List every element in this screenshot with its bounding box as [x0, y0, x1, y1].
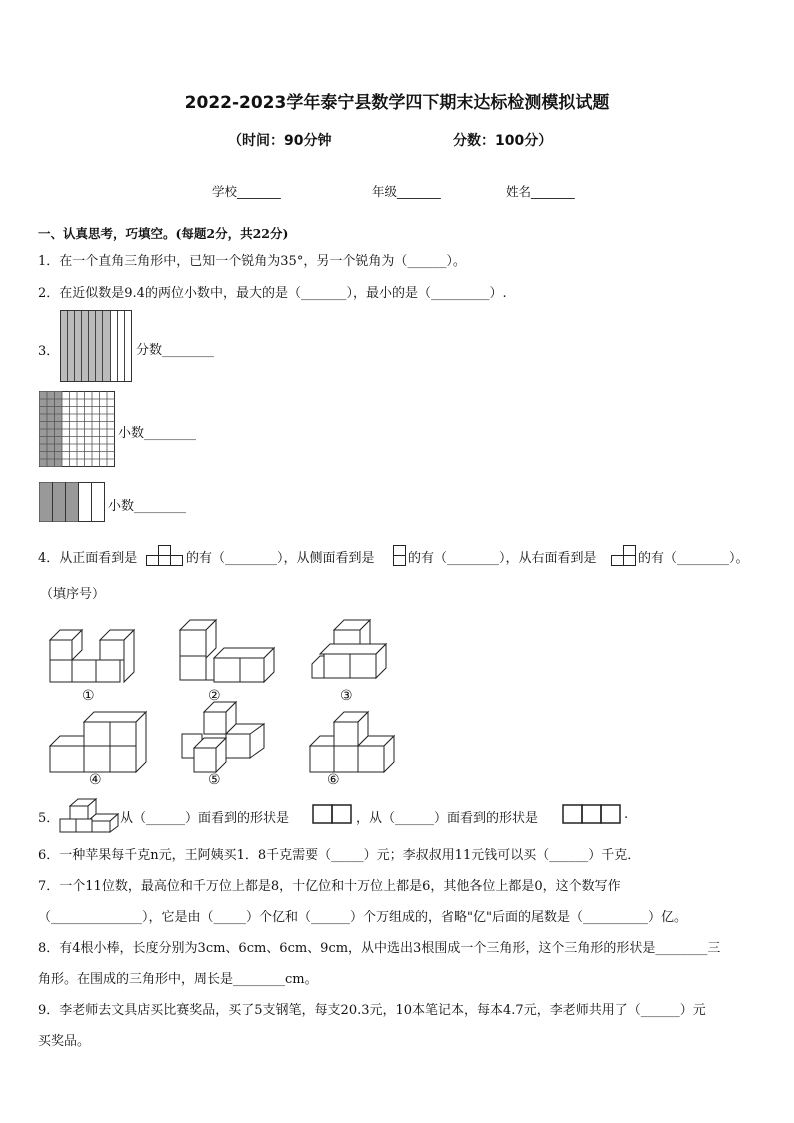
q5-view-a [312, 804, 352, 824]
question-4-part-a: 4．从正面看到是 [38, 551, 138, 566]
question-9-line-2: 买奖品。 [38, 1034, 91, 1049]
question-4-note: （填序号） [40, 587, 106, 602]
page-title: 2022-2023学年泰宁县数学四下期末达标检测模拟试题 [184, 93, 610, 113]
school-field: 学校_______ [212, 184, 281, 199]
question-8-line-2: 角形。在围成的三角形中，周长是________cm。 [38, 972, 318, 987]
question-5-end: . [624, 807, 629, 822]
question-1: 1．在一个直角三角形中，已知一个锐角为35°，另一个锐角为（______）。 [38, 254, 466, 269]
figure-label-5: ⑤ [208, 772, 221, 788]
bar-decimal-figure [39, 482, 105, 522]
question-9-line-1: 9．李老师去文具店买比赛奖品，买了5支钢笔，每支20.3元，10本笔记本，每本4.7元，李老师共用了（______）元 [38, 1003, 706, 1018]
question-3-number: 3． [38, 344, 60, 359]
figure-label-3: ③ [340, 688, 353, 704]
question-4-part-d: 的有（________）。 [638, 551, 749, 566]
hundred-grid-figure [39, 391, 115, 467]
name-field: 姓名_______ [506, 184, 575, 199]
side-view-icon [393, 545, 406, 567]
exam-score: 分数：100分） [453, 133, 553, 149]
figure-label-2: ② [208, 688, 221, 704]
question-3-decimal-blank-1: 小数________ [118, 426, 197, 441]
figure-label-6: ⑥ [327, 772, 340, 788]
grade-field: 年级_______ [372, 184, 441, 199]
figure-label-1: ① [82, 688, 95, 704]
question-5-number: 5． [38, 811, 60, 826]
exam-time: （时间：90分钟 [228, 133, 332, 149]
question-5-part-b: 从（______）面看到的形状是 [120, 811, 290, 826]
question-4-part-b: 的有（________），从侧面看到是 [186, 551, 375, 566]
question-8-line-1: 8．有4根小棒，长度分别为3cm、6cm、6cm、9cm，从中选出3根围成一个三角形，这个三角形的形状是________三 [38, 941, 721, 956]
front-view-icon [146, 545, 183, 567]
right-view-icon [611, 545, 636, 567]
question-6: 6．一种苹果每千克n元，王阿姨买1．8千克需要（_____）元；李叔叔用11元钱可以买（______）千克． [38, 848, 641, 863]
question-4-part-c: 的有（________），从右面看到是 [408, 551, 597, 566]
q5-view-b [562, 804, 622, 824]
question-2: 2．在近似数是9.4的两位小数中，最大的是（_______），最小的是（_________）. [38, 286, 507, 301]
question-5-part-c: ，从（______）面看到的形状是 [356, 811, 539, 826]
question-7-line-2: （______________），它是由（_____）个亿和（______）个万组成的，省略"亿"后面的尾数是（__________）亿。 [38, 910, 687, 925]
section-heading: 一、认真思考，巧填空。(每题2分，共22分) [38, 226, 289, 241]
question-7-line-1: 7．一个11位数，最高位和千万位上都是8，十亿位和十万位上都是6，其他各位上都是0，这个数写作 [38, 879, 621, 894]
strip-fraction-figure [60, 310, 132, 382]
question-3-fraction-blank: 分数________ [136, 343, 215, 358]
q5-cube-figure [58, 798, 120, 834]
question-3-decimal-blank-2: 小数________ [108, 499, 187, 514]
figure-label-4: ④ [89, 772, 102, 788]
